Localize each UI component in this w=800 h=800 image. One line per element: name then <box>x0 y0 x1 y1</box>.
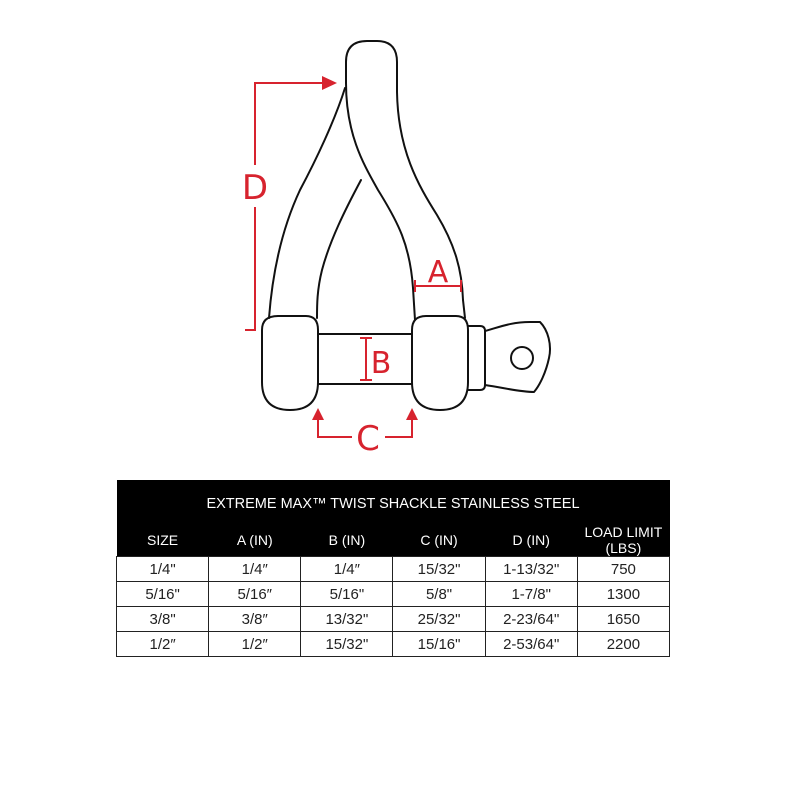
table-row <box>117 582 670 607</box>
shackle-outline <box>262 41 550 410</box>
cell-b: 1/4″ <box>301 557 393 582</box>
cell-a: 1/4″ <box>209 557 301 582</box>
shackle-left-leg-inner <box>317 180 361 318</box>
table-row <box>117 607 670 632</box>
cell-load-limit: 1300 <box>577 582 669 607</box>
table-row <box>117 632 670 657</box>
pin-collar <box>468 326 485 390</box>
cell-c: 15/32" <box>393 557 485 582</box>
cell-load-limit: 750 <box>577 557 669 582</box>
cell-b: 15/32" <box>301 632 393 657</box>
label-b: B <box>370 346 392 381</box>
d-arrow-icon <box>322 76 337 90</box>
cell-c: 5/8" <box>393 582 485 607</box>
d-dimension-line <box>245 207 255 330</box>
right-ear <box>412 316 468 410</box>
c-arrow-left-icon <box>312 408 324 420</box>
cell-b: 13/32" <box>301 607 393 632</box>
cell-size: 5/16" <box>117 582 209 607</box>
pin-head <box>485 322 550 392</box>
cell-size: 1/2″ <box>117 632 209 657</box>
c-arrow-right-icon <box>406 408 418 420</box>
pin-hole <box>511 347 533 369</box>
left-ear <box>262 316 318 410</box>
cell-load-limit: 2200 <box>577 632 669 657</box>
table-row <box>117 557 670 582</box>
table-title-row <box>117 480 670 524</box>
cell-a: 5/16″ <box>209 582 301 607</box>
cell-a: 1/2″ <box>209 632 301 657</box>
spec-table <box>116 480 670 657</box>
d-dimension-line-top <box>255 83 322 165</box>
shackle-right-leg-outer <box>463 300 465 318</box>
cell-d: 2-23/64" <box>485 607 577 632</box>
cell-b: 5/16" <box>301 582 393 607</box>
cell-size: 3/8" <box>117 607 209 632</box>
cell-size: 1/4" <box>117 557 209 582</box>
table-header-row <box>117 524 670 557</box>
table-title: EXTREME MAX™ TWIST SHACKLE STAINLESS STEEL <box>117 480 670 524</box>
cell-d: 2-53/64" <box>485 632 577 657</box>
cell-load-limit: 1650 <box>577 607 669 632</box>
header-load-limit: LOAD LIMIT (LBS) <box>577 524 669 557</box>
header-b: B (IN) <box>301 524 393 557</box>
header-c: C (IN) <box>393 524 485 557</box>
shackle-left-leg-outer <box>269 88 345 318</box>
cell-a: 3/8″ <box>209 607 301 632</box>
cell-c: 15/16" <box>393 632 485 657</box>
label-d: D <box>241 168 269 208</box>
header-a: A (IN) <box>209 524 301 557</box>
shackle-right-leg-inner <box>346 83 415 320</box>
header-size: SIZE <box>117 524 209 557</box>
header-d: D (IN) <box>485 524 577 557</box>
label-a: A <box>427 255 449 290</box>
cell-d: 1-7/8" <box>485 582 577 607</box>
label-c: C <box>356 419 380 459</box>
cell-d: 1-13/32" <box>485 557 577 582</box>
cell-c: 25/32" <box>393 607 485 632</box>
